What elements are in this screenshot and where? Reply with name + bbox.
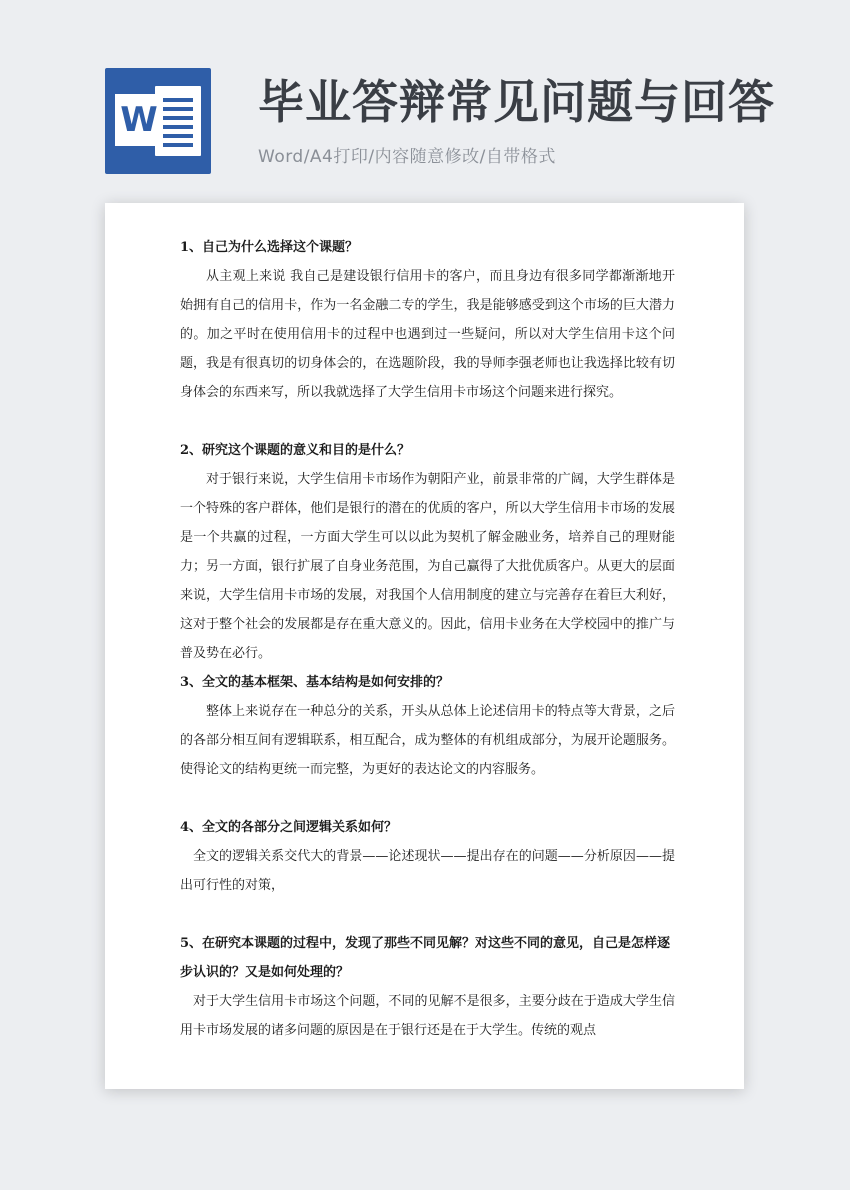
answer-3: 整体上来说存在一种总分的关系，开头从总体上论述信用卡的特点等大背景，之后的各部分相互间有逻辑联系，相互配合，成为整体的有机组成部分，为展开论题服务。使得论文的结构更统一而完整，为更好的表达论文的内容服务。 bbox=[180, 704, 675, 777]
document-content bbox=[180, 233, 675, 1045]
page-subtitle: Word/A4打印/内容随意修改/自带格式 bbox=[258, 147, 556, 167]
question-1: 1、自己为什么选择这个课题？ bbox=[180, 240, 359, 255]
word-letter: W bbox=[115, 94, 163, 146]
question-2: 2、研究这个课题的意义和目的是什么？ bbox=[180, 443, 411, 458]
question-5: 5、在研究本课题的过程中，发现了那些不同见解？对这些不同的意见，自己是怎样逐步认识的？又是如何处理的？ bbox=[180, 936, 671, 980]
answer-5: 对于大学生信用卡市场这个问题，不同的见解不是很多，主要分歧在于造成大学生信用卡市场发展的诸多问题的原因是在于银行还是在于大学生。传统的观点 bbox=[180, 994, 675, 1038]
page-header bbox=[0, 0, 850, 200]
question-3: 3、全文的基本框架、基本结构是如何安排的？ bbox=[180, 675, 450, 690]
question-4: 4、全文的各部分之间逻辑关系如何？ bbox=[180, 820, 398, 835]
page-title: 毕业答辩常见问题与回答 bbox=[258, 75, 775, 129]
document-page bbox=[105, 203, 744, 1089]
word-logo-icon bbox=[105, 68, 211, 174]
answer-2: 对于银行来说，大学生信用卡市场作为朝阳产业，前景非常的广阔，大学生群体是一个特殊的客户群体，他们是银行的潜在的优质的客户，所以大学生信用卡市场的发展是一个共赢的过程，一方面大学生可以以此为契机了解金融业务，培养自己的理财能力；另一方面，银行扩展了自身业务范围，为自己赢得了大批优质客户。从更大的层面来说，大学生信用卡市场的发展，对我国个人信用制度的建立与完善存在着巨大利好，这对于整个社会的发展都是存在重大意义的。因此，信用卡业务在大学校园中的推广与普及势在必行。 bbox=[180, 472, 675, 661]
answer-1: 从主观上来说 我自己是建设银行信用卡的客户，而且身边有很多同学都渐渐地开始拥有自己的信用卡，作为一名金融二专的学生，我是能够感受到这个市场的巨大潜力的。加之平时在使用信用卡的过程中也遇到过一些疑问，所以对大学生信用卡这个问题，我是有很真切的切身体会的，在选题阶段，我的导师李强老师也让我选择比较有切身体会的东西来写，所以我就选择了大学生信用卡市场这个问题来进行探究。 bbox=[180, 269, 675, 400]
answer-4: 全文的逻辑关系交代大的背景——论述现状——提出存在的问题——分析原因——提出可行性的对策， bbox=[180, 849, 675, 893]
